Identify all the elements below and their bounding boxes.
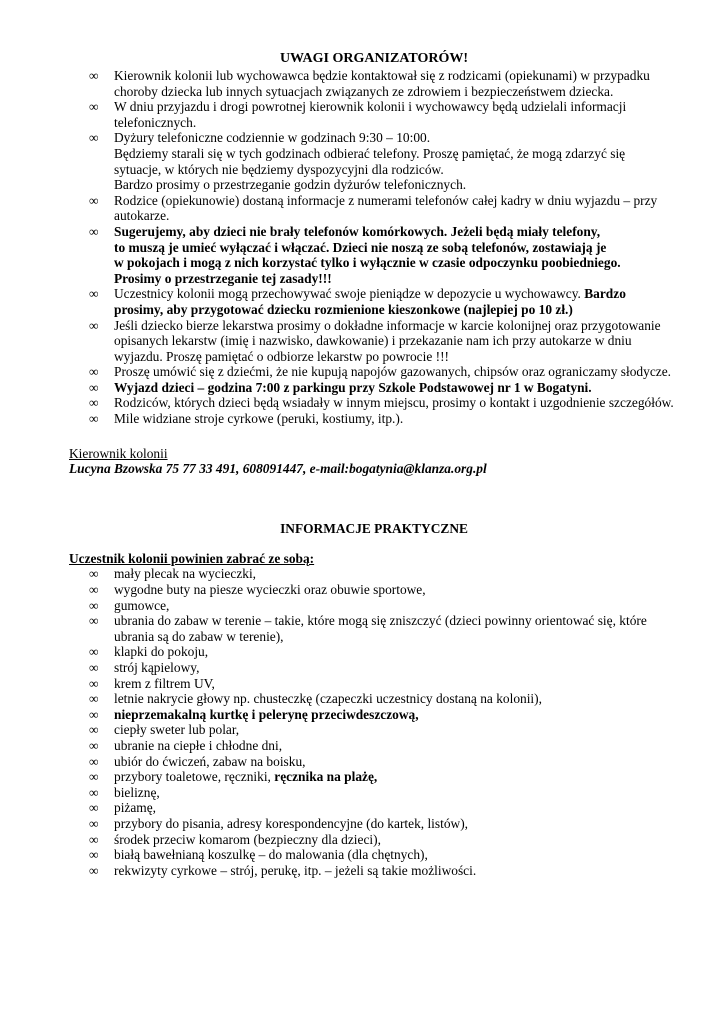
camp-manager-contact: Lucyna Bzowska 75 77 33 491, 608091447, e-mail:bogatynia@klanza.org.pl <box>69 461 487 477</box>
list-item <box>89 582 679 598</box>
list-item-line: Prosimy o przestrzeganie tej zasady!!! <box>114 270 332 286</box>
list-item-line: ciepły sweter lub polar, <box>114 722 240 738</box>
list-item-line: Rodziców, których dzieci będą wsiadały w innym miejscu, prosimy o kontakt i uzgodnienie szczegółów. <box>114 395 674 411</box>
infinity-bullet-icon: ∞ <box>89 831 99 847</box>
list-item-line: letnie nakrycie głowy np. chusteczkę (czapeczki uczestnicy dostaną na kolonii), <box>114 691 542 707</box>
list-item <box>89 286 679 317</box>
list-item <box>89 769 679 785</box>
list-item-line: prosimy, aby przygotować dziecku rozmienione kieszonkowe (najlepiej po 10 zł.) <box>114 301 573 317</box>
list-item <box>89 737 679 754</box>
infinity-bullet-icon: ∞ <box>89 286 99 302</box>
list-item <box>89 691 679 707</box>
infinity-bullet-icon: ∞ <box>89 784 99 800</box>
list-item <box>89 831 679 848</box>
infinity-bullet-icon: ∞ <box>89 379 99 395</box>
list-item-line: klapki do pokoju, <box>114 644 209 660</box>
list-item-line: Bardzo prosimy o przestrzeganie godzin dyżurów telefonicznych. <box>114 177 467 193</box>
list-item <box>89 706 679 723</box>
list-item <box>89 364 679 380</box>
list-item-line: krem z filtrem UV, <box>114 675 215 691</box>
infinity-bullet-icon: ∞ <box>89 862 99 878</box>
list-item-line: Dyżury telefoniczne codziennie w godzinach 9:30 – 10:00. <box>114 130 431 146</box>
packing-list-heading: Uczestnik kolonii powinien zabrać ze sobą: <box>69 550 315 566</box>
list-item <box>89 613 679 644</box>
list-item <box>89 411 679 427</box>
bold-emphasis: ręcznika na plażę, <box>270 769 378 785</box>
list-item-line: wyjazdu. Proszę pamiętać o odbiorze lekarstw po powrocie !!! <box>114 348 450 364</box>
infinity-bullet-icon: ∞ <box>89 68 99 83</box>
list-item <box>89 847 679 863</box>
infinity-bullet-icon: ∞ <box>89 130 99 146</box>
list-item <box>89 68 679 99</box>
list-item <box>89 784 679 801</box>
infinity-bullet-icon: ∞ <box>89 769 99 785</box>
list-item <box>89 395 679 411</box>
organizer-notes-list <box>69 68 679 427</box>
organizer-notes-heading: UWAGI ORGANIZATORÓW! <box>279 51 469 66</box>
list-item-line: rekwizyty cyrkowe – strój, perukę, itp. – jeżeli są takie możliwości. <box>114 862 477 878</box>
infinity-bullet-icon: ∞ <box>89 660 99 675</box>
list-item-line: nieprzemakalną kurtkę i pelerynę przeciwdeszczową, <box>114 706 419 722</box>
list-item-line: strój kąpielowy, <box>114 660 200 675</box>
list-item <box>89 753 679 770</box>
infinity-bullet-icon: ∞ <box>89 722 99 738</box>
list-item-line: Będziemy starali się w tych godzinach odbierać telefony. Proszę pamiętać, że mogą zdarzyć się <box>114 145 626 161</box>
infinity-bullet-icon: ∞ <box>89 566 99 582</box>
infinity-bullet-icon: ∞ <box>89 815 99 831</box>
list-item-line: W dniu przyjazdu i drogi powrotnej kierownik kolonii i wychowawcy będą udzielali informacji <box>114 99 627 115</box>
list-item-line: gumowce, <box>114 597 170 613</box>
infinity-bullet-icon: ∞ <box>89 675 99 691</box>
list-item-line: Kierownik kolonii lub wychowawca będzie kontaktował się z rodzicami (opiekunami) w przypadku <box>114 68 650 83</box>
list-item <box>89 223 679 286</box>
list-item-line: ubrania są do zabaw w terenie), <box>114 628 284 644</box>
list-item <box>89 862 679 879</box>
infinity-bullet-icon: ∞ <box>89 753 99 769</box>
list-item-line: przybory do pisania, adresy korespondencyjne (do kartek, listów), <box>114 815 469 831</box>
infinity-bullet-icon: ∞ <box>89 395 99 411</box>
list-item-line: Uczestnicy kolonii mogą przechowywać swoje pieniądze w depozycie u wychowawcy. Bardzo <box>114 286 626 302</box>
list-item-line: Jeśli dziecko bierze lekarstwa prosimy o dokładne informacje w karcie kolonijnej oraz przygotowanie <box>114 317 661 333</box>
list-item <box>89 99 679 130</box>
list-item <box>89 644 679 660</box>
list-item <box>89 130 679 193</box>
infinity-bullet-icon: ∞ <box>89 317 99 333</box>
infinity-bullet-icon: ∞ <box>89 737 99 753</box>
document-page <box>69 50 679 878</box>
list-item <box>89 597 679 614</box>
list-item-line: choroby dziecka lub innych sytuacjach związanych ze zdrowiem i bezpieczeństwem dziecka. <box>114 83 614 99</box>
infinity-bullet-icon: ∞ <box>89 644 99 660</box>
infinity-bullet-icon: ∞ <box>89 99 99 115</box>
list-item-line: piżamę, <box>114 800 157 816</box>
infinity-bullet-icon: ∞ <box>89 847 99 863</box>
list-item-line: białą bawełnianą koszulkę – do malowania (dla chętnych), <box>114 847 428 863</box>
list-item-line: środek przeciw komarom (bezpieczny dla dzieci), <box>114 831 381 847</box>
infinity-bullet-icon: ∞ <box>89 411 99 427</box>
infinity-bullet-icon: ∞ <box>89 364 99 380</box>
list-item-line: Mile widziane stroje cyrkowe (peruki, kostiumy, itp.). <box>114 411 404 427</box>
list-item-line: opisanych lekarstw (imię i nazwisko, dawkowanie) i przekazanie nam ich przy autokarze w dniu <box>114 333 632 349</box>
list-item-line: mały plecak na wycieczki, <box>114 566 257 582</box>
list-item-line: ubiór do ćwiczeń, zabaw na boisku, <box>114 753 306 769</box>
list-item-line: bieliznę, <box>114 784 160 800</box>
list-item <box>89 815 679 832</box>
bold-emphasis: Bardzo <box>580 286 626 302</box>
infinity-bullet-icon: ∞ <box>89 613 99 629</box>
infinity-bullet-icon: ∞ <box>89 223 99 239</box>
list-item <box>89 722 679 738</box>
infinity-bullet-icon: ∞ <box>89 192 99 208</box>
infinity-bullet-icon: ∞ <box>89 582 99 598</box>
list-item-line: to muszą je umieć wyłączać i włączać. Dzieci nie noszą ze sobą telefonów, zostawiają je <box>114 239 607 255</box>
list-item <box>89 566 679 582</box>
list-item-line: Sugerujemy, aby dzieci nie brały telefonów komórkowych. Jeżeli będą miały telefony, <box>114 223 601 239</box>
list-item-line: Rodzice (opiekunowie) dostaną informacje z numerami telefonów całej kadry w dniu wyjazdu – przy <box>114 192 658 208</box>
list-item-line: ubrania do zabaw w terenie – takie, które mogą się zniszczyć (dzieci powinny orientować się, które <box>114 613 647 629</box>
list-item <box>89 675 679 692</box>
list-item-line: przybory toaletowe, ręczniki, ręcznika na plażę, <box>114 769 378 785</box>
list-item <box>89 800 679 816</box>
practical-info-heading: INFORMACJE PRAKTYCZNE <box>280 520 468 536</box>
list-item <box>89 379 679 396</box>
list-item-line: autokarze. <box>114 208 170 224</box>
infinity-bullet-icon: ∞ <box>89 691 99 707</box>
list-item-line: Wyjazd dzieci – godzina 7:00 z parkingu przy Szkole Podstawowej nr 1 w Bogatyni. <box>114 379 592 395</box>
list-item <box>89 660 679 676</box>
list-item-line: sytuacje, w których nie będziemy dyspozycyjni dla rodziców. <box>114 161 444 177</box>
infinity-bullet-icon: ∞ <box>89 706 99 722</box>
camp-manager-label: Kierownik kolonii <box>69 445 168 461</box>
infinity-bullet-icon: ∞ <box>89 597 99 613</box>
list-item <box>89 317 679 365</box>
list-item-line: ubranie na ciepłe i chłodne dni, <box>114 737 283 753</box>
list-item-line: w pokojach i mogą z nich korzystać tylko i wyłącznie w czasie odpoczynku poobiedniego. <box>114 255 621 271</box>
list-item-line: Proszę umówić się z dziećmi, że nie kupują napojów gazowanych, chipsów oraz ograniczamy słodycze. <box>114 364 671 380</box>
list-item <box>89 192 679 224</box>
infinity-bullet-icon: ∞ <box>89 800 99 816</box>
packing-list <box>69 566 679 878</box>
list-item-line: telefonicznych. <box>114 114 197 130</box>
list-item-line: wygodne buty na piesze wycieczki oraz obuwie sportowe, <box>114 582 426 598</box>
